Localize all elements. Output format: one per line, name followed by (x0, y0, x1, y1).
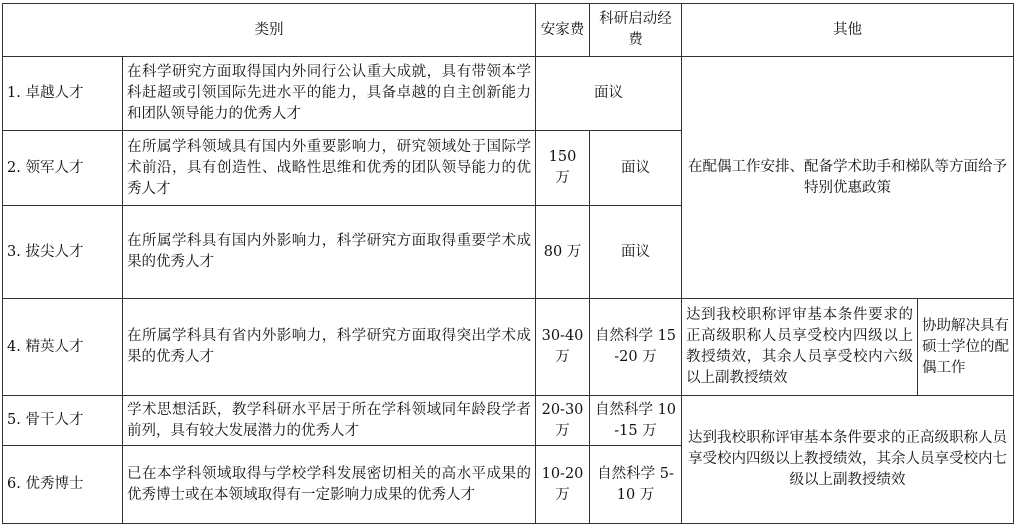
row-research-fund: 面议 (590, 131, 682, 206)
talent-policy-table (2, 3, 1014, 524)
row-name: 3. 拔尖人才 (3, 206, 123, 299)
row-settlement-fee: 面议 (536, 57, 682, 131)
other-spouse-assistance: 协助解决具有硕士学位的配偶工作 (918, 299, 1014, 396)
row-settlement-fee: 150 万 (536, 131, 590, 206)
other-special-policy: 在配偶工作安排、配备学术助手和梯队等方面给予特别优惠政策 (682, 57, 1014, 299)
row-description: 在所属学科具有国内外影响力，科学研究方面取得重要学术成果的优秀人才 (123, 206, 536, 299)
row-name: 4. 精英人才 (3, 299, 123, 396)
row-settlement-fee: 30-40万 (536, 299, 590, 396)
row-research-fund: 自然科学 10-15 万 (590, 396, 682, 446)
header-settlement-fee: 安家费 (536, 4, 590, 57)
row-description: 在所属学科具有省内外影响力，科学研究方面取得突出学术成果的优秀人才 (123, 299, 536, 396)
row-name: 5. 骨干人才 (3, 396, 123, 446)
row-settlement-fee: 20-30万 (536, 396, 590, 446)
row-name: 6. 优秀博士 (3, 446, 123, 524)
row-description: 学术思想活跃，教学科研水平居于所在学科领域同年龄段学者前列，具有较大发展潜力的优秀人才 (123, 396, 536, 446)
row-research-fund: 自然科学 15-20 万 (590, 299, 682, 396)
row-description: 已在本学科领域取得与学校学科发展密切相关的高水平成果的优秀博士或在本领域取得有一定影响力成果的优秀人才 (123, 446, 536, 524)
row-research-fund: 自然科学 5-10 万 (590, 446, 682, 524)
header-category: 类别 (3, 4, 536, 57)
row-name: 1. 卓越人才 (3, 57, 123, 131)
row-description: 在科学研究方面取得国内外同行公认重大成就，具有带领本学科赶超或引领国际先进水平的能力，具备卓越的自主创新能力和团队领导能力的优秀人才 (123, 57, 536, 131)
table-row (3, 396, 1014, 446)
other-performance-pay-2: 达到我校职称评审基本条件要求的正高级职称人员享受校内四级以上教授绩效，其余人员享受校内七级以上副教授绩效 (682, 396, 1014, 524)
row-name: 2. 领军人才 (3, 131, 123, 206)
table-row (3, 57, 1014, 131)
row-research-fund: 面议 (590, 206, 682, 299)
row-settlement-fee: 80 万 (536, 206, 590, 299)
header-row (3, 4, 1014, 57)
row-settlement-fee: 10-20万 (536, 446, 590, 524)
row-description: 在所属学科领域具有国内外重要影响力，研究领域处于国际学术前沿，具有创造性、战略性思维和优秀的团队领导能力的优秀人才 (123, 131, 536, 206)
header-other: 其他 (682, 4, 1014, 57)
other-performance-pay: 达到我校职称评审基本条件要求的正高级职称人员享受校内四级以上教授绩效，其余人员享受校内六级以上副教授绩效 (682, 299, 918, 396)
table-row (3, 299, 1014, 396)
header-research-fund: 科研启动经费 (590, 4, 682, 57)
